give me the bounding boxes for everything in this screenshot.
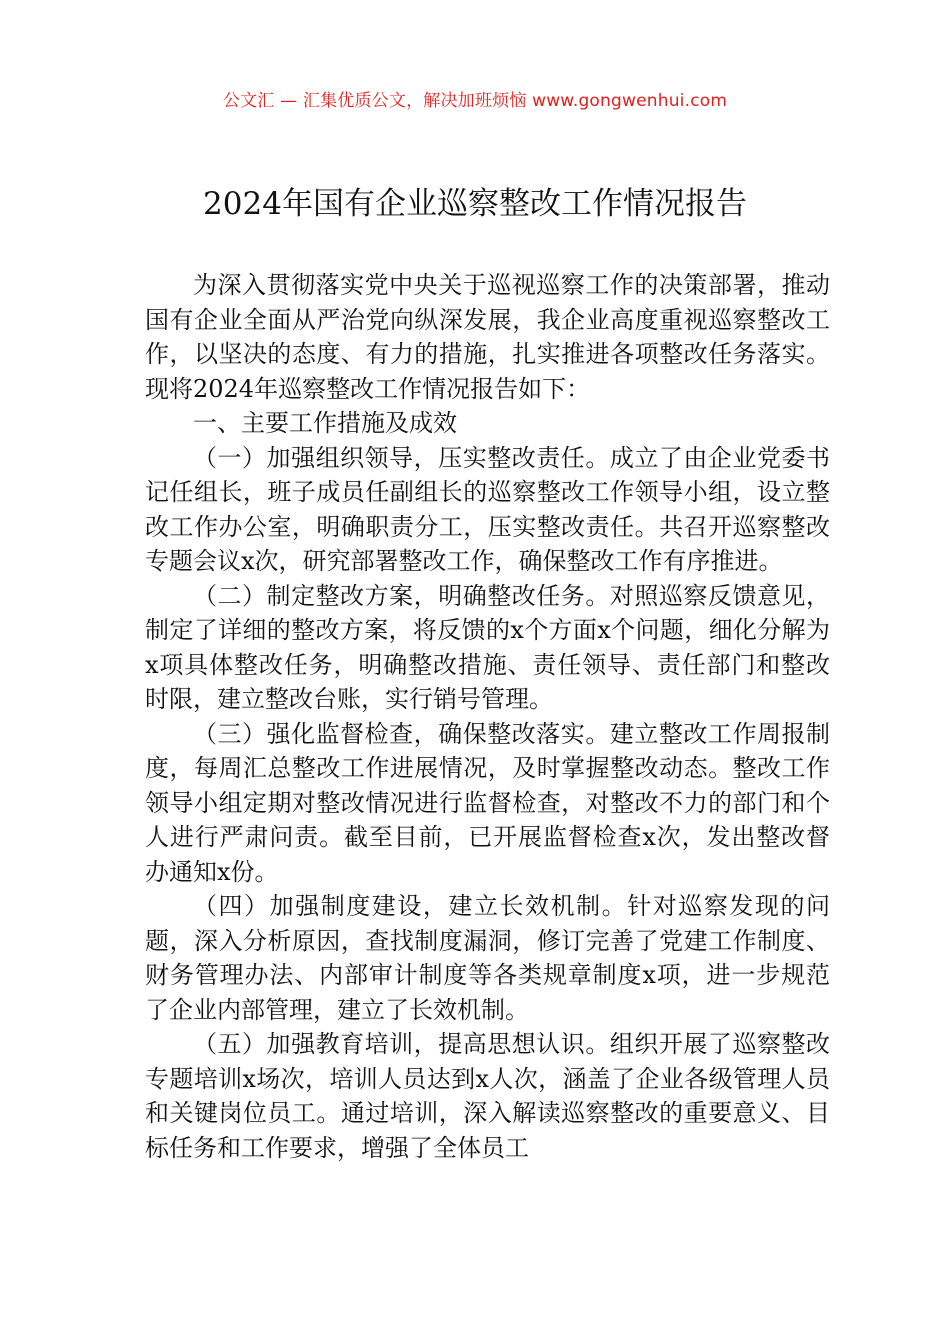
body-paragraph: （四）加强制度建设，建立长效机制。针对巡察发现的问题，深入分析原因，查找制度漏洞，修订完善了党建工作制度、财务管理办法、内部审计制度等各类规章制度x项，进一步规范了企业内部管理，建立了长效机制。	[145, 892, 830, 1024]
document-body	[145, 268, 830, 1165]
document-title: 2024年国有企业巡察整改工作情况报告	[203, 186, 747, 222]
section-heading: 一、主要工作措施及成效	[193, 409, 457, 437]
body-paragraph: （三）强化监督检查，确保整改落实。建立整改工作周报制度，每周汇总整改工作进展情况，及时掌握整改动态。整改工作领导小组定期对整改情况进行监督检查，对整改不力的部门和个人进行严肃问责。截至目前，已开展监督检查x次，发出整改督办通知x份。	[145, 719, 830, 886]
body-paragraph: （五）加强教育培训，提高思想认识。组织开展了巡察整改专题培训x场次，培训人员达到x人次，涵盖了企业各级管理人员和关键岗位员工。通过培训，深入解读巡察整改的重要意义、目标任务和工作要求，增强了全体员工	[145, 1030, 830, 1162]
body-paragraph: （一）加强组织领导，压实整改责任。成立了由企业党委书记任组长，班子成员任副组长的巡察整改工作领导小组，设立整改工作办公室，明确职责分工，压实整改责任。共召开巡察整改专题会议x次，研究部署整改工作，确保整改工作有序推进。	[145, 443, 830, 575]
intro-paragraph: 为深入贯彻落实党中央关于巡视巡察工作的决策部署，推动国有企业全面从严治党向纵深发展，我企业高度重视巡察整改工作，以坚决的态度、有力的措施，扎实推进各项整改任务落实。现将2024年巡察整改工作情况报告如下：	[145, 271, 830, 403]
body-paragraph: （二）制定整改方案，明确整改任务。对照巡察反馈意见，制定了详细的整改方案，将反馈的x个方面x个问题，细化分解为x项具体整改任务，明确整改措施、责任领导、责任部门和整改时限，建立整改台账，实行销号管理。	[145, 581, 830, 713]
watermark-banner: 公文汇 — 汇集优质公文，解决加班烦恼 www.gongwenhui.com	[222, 91, 728, 111]
